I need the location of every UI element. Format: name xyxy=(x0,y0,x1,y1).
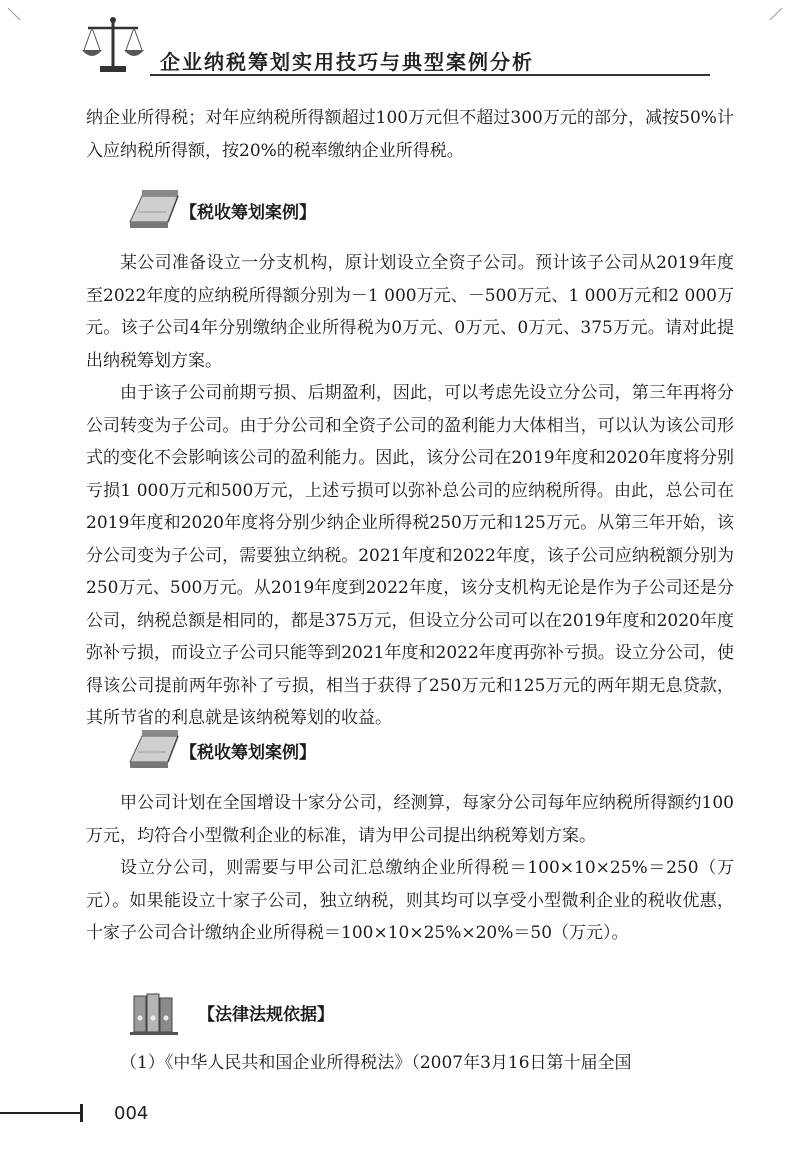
section-title: 【税收筹划案例】 xyxy=(180,743,316,763)
case-1-paragraph-1: 某公司准备设立一分支机构，原计划设立全资子公司。预计该子公司从2019年度至2022年度的应纳税所得额分别为－1 000万元、－500万元、1 000万元和2 000万元。该子公司4年分别缴纳企业所得税为0万元、0万元、0万元、375万元。请对此提出纳税筹划方案。 xyxy=(86,253,734,371)
legal-basis-paragraph-1: （1）《中华人民共和国企业所得税法》（2007年3月16日第十届全国 xyxy=(120,1053,632,1073)
section-heading-legal-basis xyxy=(128,988,728,1040)
running-title: 企业纳税筹划实用技巧与典型案例分析 xyxy=(160,50,534,74)
header-rule xyxy=(150,74,710,76)
case-2-paragraph-1: 甲公司计划在全国增设十家分公司，经测算，每家分公司每年应纳税所得额约100万元，均符合小型微利企业的标准，请为甲公司提出纳税筹划方案。 xyxy=(86,793,734,846)
section-title: 【法律法规依据】 xyxy=(198,1005,334,1025)
footer-rule xyxy=(0,1112,80,1114)
crop-mark-icon xyxy=(6,6,22,22)
notebook-icon xyxy=(128,726,188,774)
page-number: 004 xyxy=(114,1103,149,1124)
case-2-paragraph-2: 设立分公司，则需要与甲公司汇总缴纳企业所得税＝100×10×25%＝250（万元）。如果能设立十家子公司，独立纳税，则其均可以享受小型微利企业的税收优惠，十家子公司合计缴纳企业所得税＝100×10×25%×20%＝50（万元）。 xyxy=(86,858,734,943)
section-title: 【税收筹划案例】 xyxy=(180,203,316,223)
section-heading-tax-case-1 xyxy=(128,186,728,238)
footer-tick xyxy=(80,1104,83,1122)
crop-mark-icon xyxy=(768,6,784,22)
scales-of-justice-icon xyxy=(80,14,146,76)
binders-icon xyxy=(128,988,188,1036)
case-1-paragraph-2: 由于该子公司前期亏损、后期盈利，因此，可以考虑先设立分公司，第三年再将分公司转变为子公司。由于分公司和全资子公司的盈利能力大体相当，可以认为该公司形式的变化不会影响该公司的盈利能力。因此，该分公司在2019年度和2020年度将分别亏损1 000万元和500万元，上述亏损可以弥补总公司的应纳税所得。由此，总公司在2019年度和2020年度将分别少纳企业所得税250万元和125万元。从第三年开始，该分公司变为子公司，需要独立纳税。2021年度和2022年度，该子公司应纳税额分别为250万元、500万元。从2019年度到2022年度，该分支机构无论是作为子公司还是分公司，纳税总额是相同的，都是375万元，但设立分公司可以在2019年度和2020年度弥补亏损，而设立子公司只能等到2021年度和2022年度再弥补亏损。设立分公司，使得该公司提前两年弥补了亏损，相当于获得了250万元和125万元的两年期无息贷款，其所节省的利息就是该纳税筹划的收益。 xyxy=(86,383,734,728)
notebook-icon xyxy=(128,186,188,234)
section-heading-tax-case-2 xyxy=(128,726,728,778)
intro-paragraph: 纳企业所得税；对年应纳税所得额超过100万元但不超过300万元的部分，减按50%计入应纳税所得额，按20%的税率缴纳企业所得税。 xyxy=(86,108,734,161)
